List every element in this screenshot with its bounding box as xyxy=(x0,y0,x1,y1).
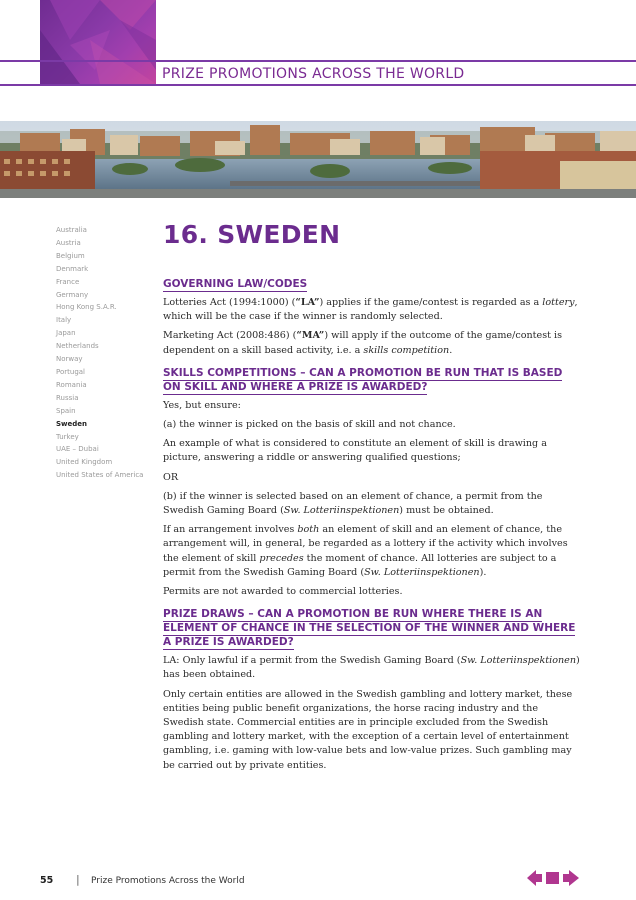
section-heading-text: SKILLS COMPETITIONS – CAN A PROMOTION BE RUN THAT IS BASED ON SKILL AND WHERE A PRIZE IS AWARDED? xyxy=(163,366,563,393)
sidebar-item-united-states[interactable]: United States of America xyxy=(56,471,144,480)
footer-title: Prize Promotions Across the World xyxy=(91,876,245,886)
paragraph xyxy=(163,688,581,773)
sidebar-item-netherlands[interactable]: Netherlands xyxy=(56,342,99,351)
home-square-icon[interactable] xyxy=(546,872,559,884)
paragraph xyxy=(163,471,581,485)
page-title: 16. SWEDEN xyxy=(163,220,341,249)
sidebar-item-romania[interactable]: Romania xyxy=(56,380,87,389)
text-run: ). xyxy=(479,566,487,578)
sidebar-item-australia[interactable]: Australia xyxy=(56,226,87,234)
paragraph xyxy=(163,654,581,682)
paragraph xyxy=(163,329,581,357)
bold-text: “LA” xyxy=(295,297,320,308)
section-heading-text: PRIZE DRAWS – CAN A PROMOTION BE RUN WHERE THERE IS AN ELEMENT OF CHANCE IN THE SELECTION OF THE WINNER AND WHERE A PRIZE IS AWARDED? xyxy=(163,608,576,649)
section-skills-competitions xyxy=(163,366,581,599)
page-number: 55 xyxy=(40,875,54,886)
sidebar-item-austria[interactable]: Austria xyxy=(56,238,81,247)
section-heading-text: GOVERNING LAW/CODES xyxy=(163,278,308,290)
text-run: . xyxy=(449,344,453,356)
country-sidebar xyxy=(56,224,156,482)
sidebar-item-denmark[interactable]: Denmark xyxy=(56,264,89,273)
sidebar-item-japan[interactable]: Japan xyxy=(56,329,76,338)
italic-text: skills competition xyxy=(363,344,450,356)
footer-separator: | xyxy=(76,873,80,886)
page-header-title: PRIZE PROMOTIONS ACROSS THE WORLD xyxy=(162,66,465,82)
paragraph xyxy=(163,418,581,432)
text-run: the moment of chance. All lotteries are subject to a permit from the Swedish Gaming Board ( xyxy=(163,552,557,578)
text-run: ) applies if the game/contest is regarded as a xyxy=(319,297,543,308)
text-run: Marketing Act (2008:486) ( xyxy=(163,330,297,342)
text-run: (b) if the winner is selected based on an element of chance, a permit from the Swedish Gaming Board ( xyxy=(163,490,543,517)
header-rule-bottom xyxy=(0,84,636,86)
bold-text: “MA” xyxy=(296,330,325,342)
sidebar-item-russia[interactable]: Russia xyxy=(56,393,79,402)
text-run: Yes, but ensure: xyxy=(163,399,241,411)
paragraph xyxy=(163,523,581,580)
sidebar-item-turkey[interactable]: Turkey xyxy=(56,432,79,441)
header-decoration xyxy=(40,0,156,84)
right-arrow-icon[interactable] xyxy=(563,870,579,886)
city-photo xyxy=(0,121,636,198)
header-triangle-pattern xyxy=(40,0,156,84)
sidebar-item-portugal[interactable]: Portugal xyxy=(56,367,85,376)
italic-text: Sw. Lotteriinspektionen xyxy=(460,655,577,667)
sidebar-item-italy[interactable]: Italy xyxy=(56,316,72,325)
header-rule-top xyxy=(0,60,636,62)
text-run: ) will apply if the outcome of the game/contest is dependent on a skill based activity, i.e. a xyxy=(163,330,563,356)
paragraph xyxy=(163,399,581,413)
text-run: ) has been obtained. xyxy=(163,655,580,681)
text-run: , which will be the case if the winner is randomly selected. xyxy=(163,297,578,323)
section-heading xyxy=(163,607,581,649)
sidebar-item-germany[interactable]: Germany xyxy=(56,290,89,299)
section-heading xyxy=(163,366,581,394)
italic-text: Sw. Lotteriinspektionen xyxy=(283,505,400,517)
sidebar-item-hong-kong[interactable]: Hong Kong S.A.R. xyxy=(56,303,117,312)
section-heading xyxy=(163,277,581,291)
text-run: Permits are not awarded to commercial lotteries. xyxy=(163,586,403,598)
italic-text: both xyxy=(297,524,320,536)
text-run: Only certain entities are allowed in the Swedish gambling and lottery market, these entities being public benefit organizations, the horse racing industry and the Swedish state. Commercial entities are in principle excluded from the Swedish gambling and lottery market, with the exception of a certain level of entertainment gambling, i.e. gaming with low-value bets and low-value prizes. Such gambling may be carried out by private entities. xyxy=(163,688,573,771)
sidebar-item-spain[interactable]: Spain xyxy=(56,406,76,415)
text-run: If an arrangement involves xyxy=(163,524,298,536)
italic-text: lottery xyxy=(542,297,575,308)
section-prize-draws xyxy=(163,607,581,773)
section-governing-law xyxy=(163,277,581,358)
main-content xyxy=(163,220,581,781)
text-run: an element of skill and an element of chance, the arrangement will, in general, be regarded as a lottery if the activity which involves the element of skill xyxy=(163,524,568,564)
text-run: OR xyxy=(163,471,179,483)
italic-text: Sw. Lotteriinspektionen xyxy=(364,566,480,578)
text-run: Lotteries Act (1994:1000) ( xyxy=(163,297,296,308)
paragraph xyxy=(163,490,581,518)
text-run: ) must be obtained. xyxy=(399,505,494,517)
text-run: (a) the winner is picked on the basis of skill and not chance. xyxy=(163,419,456,431)
sidebar-item-france[interactable]: France xyxy=(56,277,80,286)
sidebar-item-uae-dubai[interactable]: UAE – Dubai xyxy=(56,445,99,454)
text-run: An example of what is considered to constitute an element of skill is drawing a picture, answering a riddle or answering qualified questions; xyxy=(163,438,547,464)
text-run: LA: Only lawful if a permit from the Swedish Gaming Board ( xyxy=(163,655,461,667)
paragraph xyxy=(163,585,581,599)
left-arrow-icon[interactable] xyxy=(527,870,542,886)
paragraph xyxy=(163,296,581,324)
sidebar-item-norway[interactable]: Norway xyxy=(56,355,83,364)
page-navigation xyxy=(527,868,581,888)
paragraph xyxy=(163,437,581,465)
sidebar-item-sweden[interactable]: Sweden xyxy=(56,419,87,428)
sidebar-item-united-kingdom[interactable]: United Kingdom xyxy=(56,458,113,467)
italic-text: precedes xyxy=(259,552,304,564)
sidebar-item-belgium[interactable]: Belgium xyxy=(56,251,85,260)
